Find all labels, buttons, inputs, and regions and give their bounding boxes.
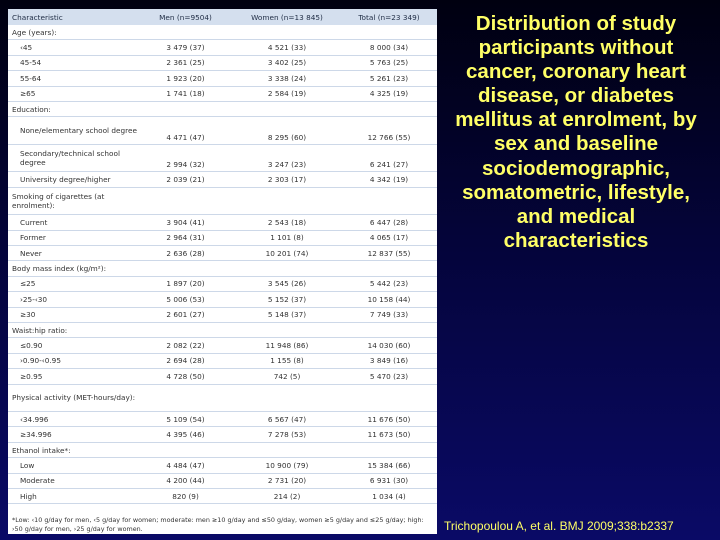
total-value <box>341 261 437 276</box>
men-value: 2 994 (32) <box>138 144 233 172</box>
row-label: 45-54 <box>8 55 138 70</box>
women-value: 3 402 (25) <box>233 55 341 70</box>
table-row <box>8 412 437 427</box>
men-value: 1 741 (18) <box>138 86 233 101</box>
women-value: 10 900 (79) <box>233 458 341 473</box>
row-label: ≥0.95 <box>8 369 138 384</box>
women-value: 3 247 (23) <box>233 144 341 172</box>
men-value: 1 897 (20) <box>138 276 233 291</box>
section-label: Ethanol intake*: <box>8 442 138 457</box>
total-value <box>341 442 437 457</box>
section-label: Education: <box>8 101 138 116</box>
citation: Trichopoulou A, et al. BMJ 2009;338:b2337 <box>444 519 674 533</box>
women-value: 742 (5) <box>233 369 341 384</box>
women-value: 214 (2) <box>233 488 341 503</box>
women-value <box>233 101 341 116</box>
men-value <box>138 101 233 116</box>
table-row <box>8 246 437 261</box>
table-section-row <box>8 187 437 215</box>
women-value: 6 567 (47) <box>233 412 341 427</box>
men-value: 3 479 (37) <box>138 40 233 55</box>
women-value: 8 295 (60) <box>233 117 341 145</box>
table-row <box>8 473 437 488</box>
table-header-row <box>8 9 437 25</box>
table-section-row <box>8 442 437 457</box>
row-label: None/elementary school degree <box>8 117 138 145</box>
table-panel <box>8 9 437 534</box>
row-label: Moderate <box>8 473 138 488</box>
men-value: 4 395 (46) <box>138 427 233 442</box>
women-value: 3 545 (26) <box>233 276 341 291</box>
total-value: 4 342 (19) <box>341 172 437 187</box>
row-label: Secondary/technical school degree <box>8 144 138 172</box>
total-value: 7 749 (33) <box>341 307 437 322</box>
men-value: 4 200 (44) <box>138 473 233 488</box>
row-label: 55-64 <box>8 71 138 86</box>
women-value <box>233 322 341 337</box>
women-value <box>233 261 341 276</box>
total-value <box>341 187 437 215</box>
women-value: 5 148 (37) <box>233 307 341 322</box>
total-value: 3 849 (16) <box>341 353 437 368</box>
men-value: 4 728 (50) <box>138 369 233 384</box>
characteristics-table <box>8 9 437 504</box>
men-value <box>138 187 233 215</box>
men-value: 1 923 (20) <box>138 71 233 86</box>
column-header-men: Men (n=9504) <box>138 9 233 25</box>
total-value <box>341 322 437 337</box>
total-value <box>341 384 437 412</box>
table-row <box>8 117 437 145</box>
total-value: 1 034 (4) <box>341 488 437 503</box>
total-value: 4 065 (17) <box>341 230 437 245</box>
women-value: 2 731 (20) <box>233 473 341 488</box>
men-value: 5 006 (53) <box>138 292 233 307</box>
men-value: 4 471 (47) <box>138 117 233 145</box>
men-value: 2 601 (27) <box>138 307 233 322</box>
men-value <box>138 261 233 276</box>
women-value <box>233 25 341 40</box>
row-label: ‹34.996 <box>8 412 138 427</box>
table-section-row <box>8 101 437 116</box>
table-row <box>8 71 437 86</box>
total-value: 6 447 (28) <box>341 215 437 230</box>
row-label: ≤0.90 <box>8 338 138 353</box>
total-value: 10 158 (44) <box>341 292 437 307</box>
row-label: ≥65 <box>8 86 138 101</box>
total-value: 14 030 (60) <box>341 338 437 353</box>
women-value <box>233 384 341 412</box>
total-value: 11 673 (50) <box>341 427 437 442</box>
men-value <box>138 442 233 457</box>
total-value <box>341 101 437 116</box>
row-label: University degree/higher <box>8 172 138 187</box>
total-value: 15 384 (66) <box>341 458 437 473</box>
women-value: 1 101 (8) <box>233 230 341 245</box>
women-value: 2 303 (17) <box>233 172 341 187</box>
men-value: 2 082 (22) <box>138 338 233 353</box>
column-header-women: Women (n=13 845) <box>233 9 341 25</box>
row-label: ›0.90-‹0.95 <box>8 353 138 368</box>
table-footnote: *Low: ‹10 g/day for men, ‹5 g/day for women; moderate: men ≥10 g/day and ≤50 g/day, women ≥5 g/day and ≤25 g/day; high: ›50 g/day for men, ›25 g/day for women. <box>12 516 424 533</box>
table-row <box>8 488 437 503</box>
row-label: ›25-‹30 <box>8 292 138 307</box>
table-row <box>8 427 437 442</box>
section-label: Smoking of cigarettes (at enrolment): <box>8 187 138 215</box>
total-value: 5 442 (23) <box>341 276 437 291</box>
women-value: 2 543 (18) <box>233 215 341 230</box>
women-value <box>233 187 341 215</box>
total-value: 4 325 (19) <box>341 86 437 101</box>
table-row <box>8 458 437 473</box>
row-label: Former <box>8 230 138 245</box>
men-value: 3 904 (41) <box>138 215 233 230</box>
table-body <box>8 25 437 504</box>
column-header-characteristic: Characteristic <box>8 9 138 25</box>
men-value: 820 (9) <box>138 488 233 503</box>
table-section-row <box>8 322 437 337</box>
row-label: ≥34.996 <box>8 427 138 442</box>
column-header-total: Total (n=23 349) <box>341 9 437 25</box>
total-value: 5 763 (25) <box>341 55 437 70</box>
women-value: 10 201 (74) <box>233 246 341 261</box>
row-label: ‹45 <box>8 40 138 55</box>
section-label: Waist:hip ratio: <box>8 322 138 337</box>
section-label: Physical activity (MET-hours/day): <box>8 384 138 412</box>
table-row <box>8 307 437 322</box>
row-label: Low <box>8 458 138 473</box>
table-section-row <box>8 261 437 276</box>
men-value: 2 636 (28) <box>138 246 233 261</box>
table-row <box>8 172 437 187</box>
men-value <box>138 384 233 412</box>
women-value: 7 278 (53) <box>233 427 341 442</box>
total-value: 6 241 (27) <box>341 144 437 172</box>
table-row <box>8 40 437 55</box>
men-value: 4 484 (47) <box>138 458 233 473</box>
table-section-row <box>8 384 437 412</box>
men-value <box>138 25 233 40</box>
women-value: 4 521 (33) <box>233 40 341 55</box>
total-value: 5 470 (23) <box>341 369 437 384</box>
slide-title: Distribution of study participants without cancer, coronary heart disease, or diabetes mellitus at enrolment, by sex and baseline sociodemographic, somatometric, lifestyle, and medical characteristics <box>455 12 697 252</box>
table-row <box>8 369 437 384</box>
men-value: 2 039 (21) <box>138 172 233 187</box>
women-value: 11 948 (86) <box>233 338 341 353</box>
table-row <box>8 276 437 291</box>
men-value <box>138 322 233 337</box>
total-value: 11 676 (50) <box>341 412 437 427</box>
men-value: 2 694 (28) <box>138 353 233 368</box>
section-label: Age (years): <box>8 25 138 40</box>
table-section-row <box>8 25 437 40</box>
total-value: 12 837 (55) <box>341 246 437 261</box>
women-value <box>233 442 341 457</box>
total-value: 6 931 (30) <box>341 473 437 488</box>
total-value: 8 000 (34) <box>341 40 437 55</box>
row-label: ≤25 <box>8 276 138 291</box>
table-row <box>8 215 437 230</box>
table-row <box>8 55 437 70</box>
women-value: 1 155 (8) <box>233 353 341 368</box>
women-value: 2 584 (19) <box>233 86 341 101</box>
women-value: 3 338 (24) <box>233 71 341 86</box>
men-value: 5 109 (54) <box>138 412 233 427</box>
men-value: 2 964 (31) <box>138 230 233 245</box>
row-label: Current <box>8 215 138 230</box>
section-label: Body mass index (kg/m²): <box>8 261 138 276</box>
women-value: 5 152 (37) <box>233 292 341 307</box>
row-label: ≥30 <box>8 307 138 322</box>
table-row <box>8 144 437 172</box>
total-value: 5 261 (23) <box>341 71 437 86</box>
row-label: Never <box>8 246 138 261</box>
men-value: 2 361 (25) <box>138 55 233 70</box>
total-value <box>341 25 437 40</box>
table-row <box>8 230 437 245</box>
table-row <box>8 292 437 307</box>
row-label: High <box>8 488 138 503</box>
table-row <box>8 353 437 368</box>
table-row <box>8 86 437 101</box>
table-row <box>8 338 437 353</box>
total-value: 12 766 (55) <box>341 117 437 145</box>
